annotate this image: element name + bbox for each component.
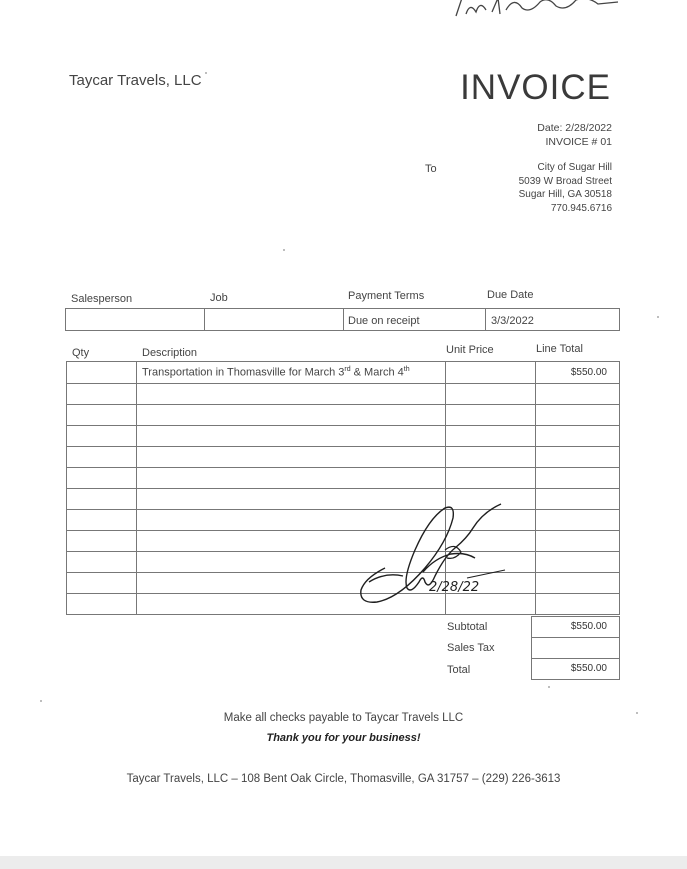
invoice-date: Date: 2/28/2022 — [537, 122, 612, 134]
company-address-line: Taycar Travels, LLC – 108 Bent Oak Circle, Thomasville, GA 31757 – (229) 226-3613 — [126, 773, 561, 785]
job-cell — [205, 309, 344, 331]
sales-tax-label: Sales Tax — [447, 642, 495, 654]
due-date-value: 3/3/2022 — [491, 314, 534, 327]
header-unit-price: Unit Price — [446, 344, 494, 356]
table-row — [67, 468, 620, 489]
invoice-meta — [537, 122, 612, 149]
line-total-cell — [536, 447, 620, 468]
recipient-line-4: 770.945.6716 — [550, 202, 612, 214]
table-row — [67, 426, 620, 447]
line-total-cell — [536, 489, 620, 510]
unit-price-cell — [446, 447, 536, 468]
table-row — [67, 531, 620, 552]
qty-cell — [67, 531, 137, 552]
qty-cell — [67, 594, 137, 615]
unit-price-cell — [446, 426, 536, 447]
header-description: Description — [142, 347, 198, 359]
table-row — [67, 384, 620, 405]
unit-price-cell — [446, 384, 536, 405]
line-total-cell — [536, 426, 620, 447]
line-total-cell — [536, 594, 620, 615]
line-total-cell — [536, 552, 620, 573]
subtotal-value: $550.00 — [531, 616, 620, 638]
top-handwriting-scribble — [448, 0, 628, 22]
scan-speck — [40, 700, 42, 702]
table-row — [67, 552, 620, 573]
items-table — [66, 361, 620, 615]
recipient-line-3: Sugar Hill, GA 30518 — [518, 189, 612, 200]
header-job: Job — [210, 292, 228, 304]
qty-cell — [67, 510, 137, 531]
line-total-cell — [536, 510, 620, 531]
line-total-cell — [536, 531, 620, 552]
table-row — [67, 489, 620, 510]
terms-table — [65, 308, 620, 331]
recipient-line-1: City of Sugar Hill — [537, 162, 612, 173]
line-total-cell — [536, 573, 620, 594]
header-due-date: Due Date — [487, 289, 534, 301]
description-cell — [137, 405, 446, 426]
header-qty: Qty — [72, 347, 90, 359]
unit-price-cell — [446, 405, 536, 426]
description-cell — [137, 426, 446, 447]
recipient-address — [519, 161, 612, 215]
qty-cell — [67, 426, 137, 447]
scan-speck — [548, 686, 550, 688]
header-payment-terms: Payment Terms — [348, 290, 425, 302]
due-date-cell — [486, 309, 620, 331]
recipient-line-2: 5039 W Broad Street — [518, 175, 612, 187]
total-value: $550.00 — [531, 658, 620, 680]
description-cell: Transportation in Thomasville for March 3rd & March 4th — [137, 362, 446, 384]
scan-speck — [283, 249, 285, 251]
line-total-cell — [536, 405, 620, 426]
table-row — [67, 447, 620, 468]
checks-payable-line: Make all checks payable to Taycar Travels LLC — [223, 712, 464, 724]
qty-cell — [67, 384, 137, 405]
invoice-number: INVOICE # 01 — [545, 135, 612, 148]
description-cell — [137, 447, 446, 468]
line-total-cell — [536, 468, 620, 489]
to-label: To — [425, 163, 437, 175]
unit-price-cell — [446, 468, 536, 489]
table-row — [67, 405, 620, 426]
thank-you-line: Thank you for your business! — [266, 732, 421, 744]
line-total-cell — [536, 384, 620, 405]
sales-tax-value — [531, 637, 620, 659]
total-label: Total — [447, 664, 471, 676]
salesperson-cell — [66, 309, 205, 331]
table-row — [67, 510, 620, 531]
header-line-total: Line Total — [536, 343, 583, 355]
table-row — [67, 594, 620, 615]
scan-speck — [636, 712, 638, 714]
payment-terms-cell — [344, 309, 486, 331]
unit-price-cell — [446, 362, 536, 384]
qty-cell — [67, 552, 137, 573]
qty-cell — [67, 468, 137, 489]
scan-page-edge — [0, 856, 687, 869]
line-total-value: $550.00 — [570, 367, 607, 378]
company-name: Taycar Travels, LLC — [69, 72, 202, 89]
qty-cell — [67, 405, 137, 426]
qty-cell — [67, 489, 137, 510]
subtotal-label: Subtotal — [447, 621, 488, 633]
scan-speck — [205, 72, 207, 74]
scan-speck — [657, 316, 659, 318]
signature-date: 2/28/22 — [429, 580, 480, 595]
invoice-title: INVOICE — [460, 68, 611, 107]
description-cell — [137, 468, 446, 489]
qty-cell — [67, 362, 137, 384]
qty-cell — [67, 573, 137, 594]
description-cell — [137, 384, 446, 405]
header-salesperson: Salesperson — [71, 293, 133, 305]
handwritten-signature — [355, 498, 515, 608]
payment-terms-value: Due on receipt — [348, 314, 420, 327]
qty-cell — [67, 447, 137, 468]
table-row — [67, 362, 620, 384]
table-row — [67, 573, 620, 594]
line-total-cell — [536, 362, 620, 384]
